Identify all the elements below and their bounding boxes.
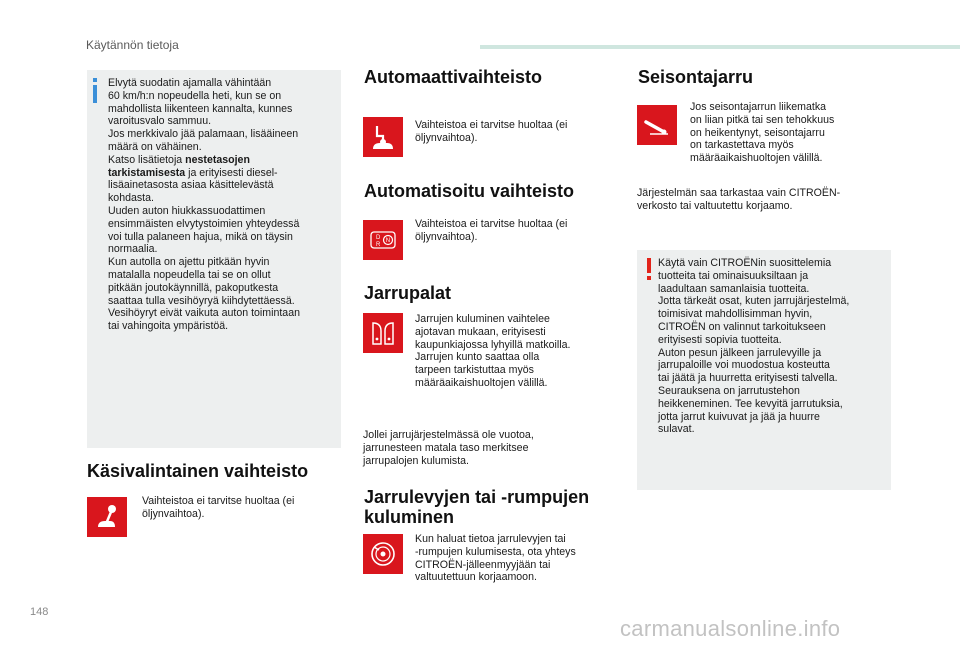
info-line: lisäainetasosta asiaa käsittelevästä (108, 179, 274, 192)
info-line: matalalla nopeudella tai se on ollut (108, 268, 271, 281)
info-line: varoitusvalo sammuu. (108, 115, 212, 128)
discs-drums-heading: Jarrulevyjen tai -rumpujen kuluminen (364, 487, 590, 527)
info-text (108, 77, 336, 333)
selector-letter-n: N (385, 238, 391, 245)
info-reference-bold: tarkistamisesta (108, 166, 186, 179)
manual-gearbox-text: Vaihteistoa ei tarvitse huoltaa (ei öljynvaihtoa). (142, 495, 295, 520)
info-line: Elvytä suodatin ajamalla vähintään (108, 77, 272, 89)
automatic-selector-icon (363, 117, 403, 157)
brake-pads-heading: Jarrupalat (364, 283, 452, 303)
info-line: Vesihöyryt eivät vaikuta auton toimintaan (108, 307, 300, 320)
parking-brake-text: Jos seisontajarrun liikematka on liian pitkä tai sen tehokkuus on heikentynyt, seisontajarru on tarkastettava myös määräaikaishuoltojen välillä. (690, 101, 835, 165)
parking-brake-heading: Seisontajarru (638, 67, 754, 87)
warning-text: Käytä vain CITROËNin suosittelemia tuotteita tai ominaisuuksiltaan ja laadultaan samanlaisia tuotteita. Jotta tärkeät osat, kuten jarrujärjestelmä, toimisivat mahdollisimman hyvin, CITROËN on valinnut tarkoitukseen erityisesti sopivia tuotteita. Auton pesun jälkeen jarrulevyille ja jarrupaloille voi muodostua kosteutta tai jäätä ja huurretta erityisesti talvella. Seurauksena on jarrutustehon heikkeneminen. Tee kevyitä jarrutuksia, jotta jarrut kuivuvat ja jää ja huurre sulavat. (658, 257, 850, 436)
page-number: 148 (30, 606, 49, 618)
info-line: kohdasta. (108, 192, 154, 205)
running-title: Käytännön tietoja (86, 38, 179, 52)
warning-icon (647, 258, 653, 280)
info-line: voi tulla palaneen hajua, mikä on täysin (108, 230, 293, 243)
info-reference-line-2: tarkistamisesta ja erityisesti diesel- (108, 166, 278, 179)
brake-fluid-note: Jollei jarrujärjestelmässä ole vuotoa, jarrunesteen matala taso merkitsee jarrupalojen kulumista. (363, 429, 534, 467)
info-line: Uuden auton hiukkassuodattimen (108, 204, 266, 217)
info-line: 60 km/h:n nopeudella heti, kun se on (108, 89, 282, 102)
info-line: Kun autolla on ajettu pitkään hyvin (108, 256, 270, 269)
info-icon (93, 78, 99, 100)
info-box (87, 70, 341, 448)
automated-gearbox-text: Vaihteistoa ei tarvitse huoltaa (ei öljynvaihtoa). (415, 218, 568, 243)
parking-brake-lever-icon (637, 105, 677, 145)
automatic-gearbox-text: Vaihteistoa ei tarvitse huoltaa (ei öljynvaihtoa). (415, 119, 568, 144)
info-line: pitkään joutokäynnillä, pakoputkesta (108, 281, 279, 294)
info-line: saattaa tulla vesihöyryä kiihdytettäessä. (108, 294, 295, 307)
header-accent-bar (480, 45, 960, 49)
info-line: tai vahingoita ympäristöä. (108, 320, 229, 333)
warning-box (637, 250, 891, 490)
automated-gearbox-heading: Automatisoitu vaihteisto (364, 181, 575, 201)
info-line: Jos merkkivalo jää palamaan, lisääineen (108, 128, 299, 141)
info-reference-bold: nestetasojen (185, 153, 250, 166)
selector-letter-r: R (376, 242, 381, 248)
brake-disc-icon (363, 534, 403, 574)
parking-brake-note: Järjestelmän saa tarkastaa vain CITROËN- verkosto tai valtuutettu korjaamo. (637, 187, 841, 212)
automatic-gearbox-heading: Automaattivaihteisto (364, 67, 543, 87)
gear-lever-icon (87, 497, 127, 537)
info-line: ensimmäisten elvytystoimien yhteydessä (108, 217, 300, 230)
info-line: määrä on vähäinen. (108, 140, 202, 153)
info-line: mahdollista liikenteen kannalta, kunnes (108, 102, 293, 115)
info-line: normaalia. (108, 243, 158, 256)
discs-drums-text: Kun haluat tietoa jarrulevyjen tai -rumpujen kulumisesta, ota yhteys CITROËN-jälleenmyyjään tai valtuutettuun korjaamoon. (415, 533, 576, 584)
selector-letter-d: D (376, 235, 381, 241)
brake-pads-text: Jarrujen kuluminen vaihtelee ajotavan mukaan, erityisesti kaupunkiajossa lyhyillä matkoilla. Jarrujen kunto saattaa olla tarpeen tarkistuttaa myös määräaikaishuoltojen välillä. (415, 313, 571, 389)
manual-gearbox-heading: Käsivalintainen vaihteisto (87, 461, 309, 481)
brake-pads-icon (363, 313, 403, 353)
drn-selector-icon (363, 220, 403, 260)
watermark[interactable]: carmanualsonline.info (620, 616, 841, 641)
info-reference-line: Katso lisätietoja nestetasojen (108, 153, 250, 166)
